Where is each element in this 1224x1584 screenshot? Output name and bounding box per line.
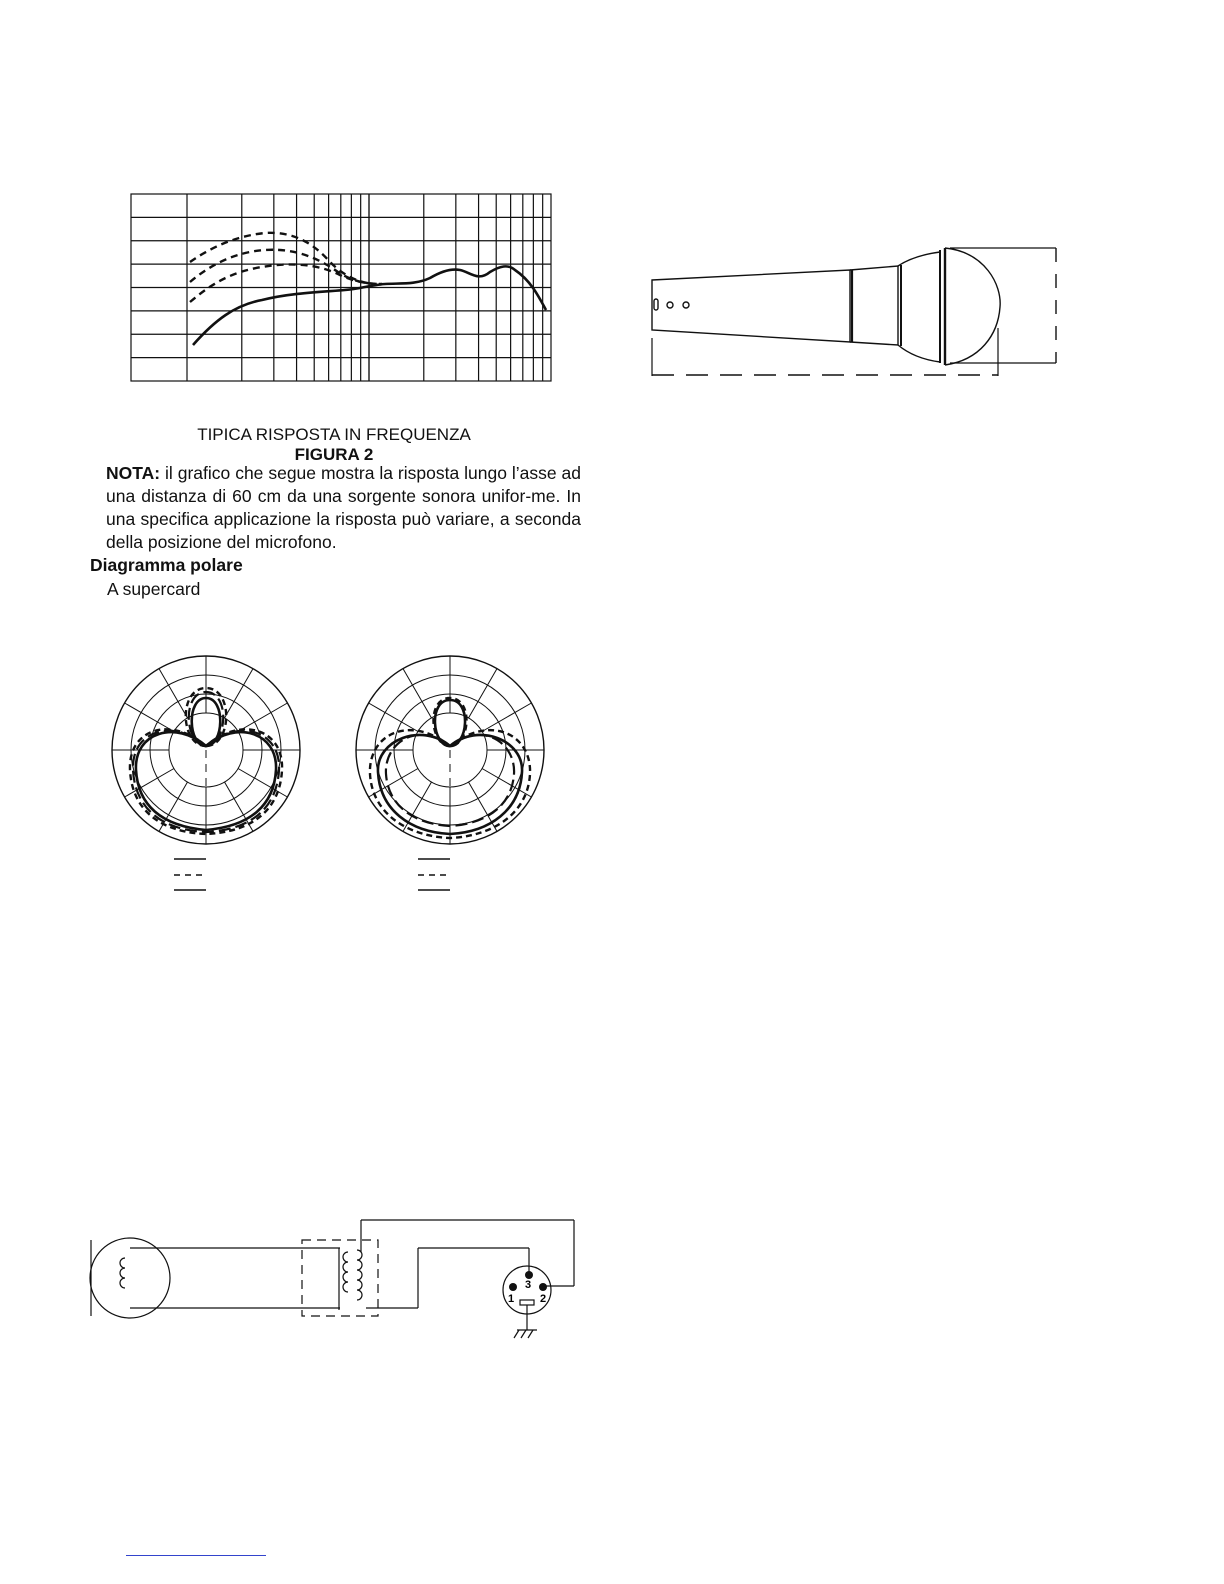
cartridge-coil [120, 1258, 125, 1288]
xlr-pin-2 [539, 1283, 547, 1291]
xlr-pin-2-label: 2 [540, 1293, 547, 1305]
xlr-pin-1-label: 1 [508, 1293, 515, 1305]
transformer-primary-coil [343, 1252, 348, 1292]
footer-rule [126, 1555, 266, 1556]
xlr-pin-3 [525, 1271, 533, 1279]
frequency-caption-figure: FIGURA 2 [294, 445, 374, 464]
polar-subheading: A supercard [107, 579, 201, 599]
frequency-caption-title: TIPICA RISPOSTA IN FREQUENZA [197, 425, 471, 444]
xlr-pin-1 [509, 1283, 517, 1291]
note-label: NOTA: [106, 463, 161, 483]
cartridge-circle [90, 1238, 170, 1318]
xlr-pin-3-label: 3 [525, 1279, 532, 1291]
polar-heading: Diagramma polare [90, 555, 243, 575]
transformer-box [302, 1240, 378, 1316]
xlr-ground-tab [520, 1300, 534, 1305]
note-text: il grafico che segue mostra la risposta lungo l’asse ad una distanza di 60 cm da una sorgente sonora unifor-me. In una specifica applicazione la risposta può variare, a seconda della posizione del microfono. [106, 463, 581, 552]
